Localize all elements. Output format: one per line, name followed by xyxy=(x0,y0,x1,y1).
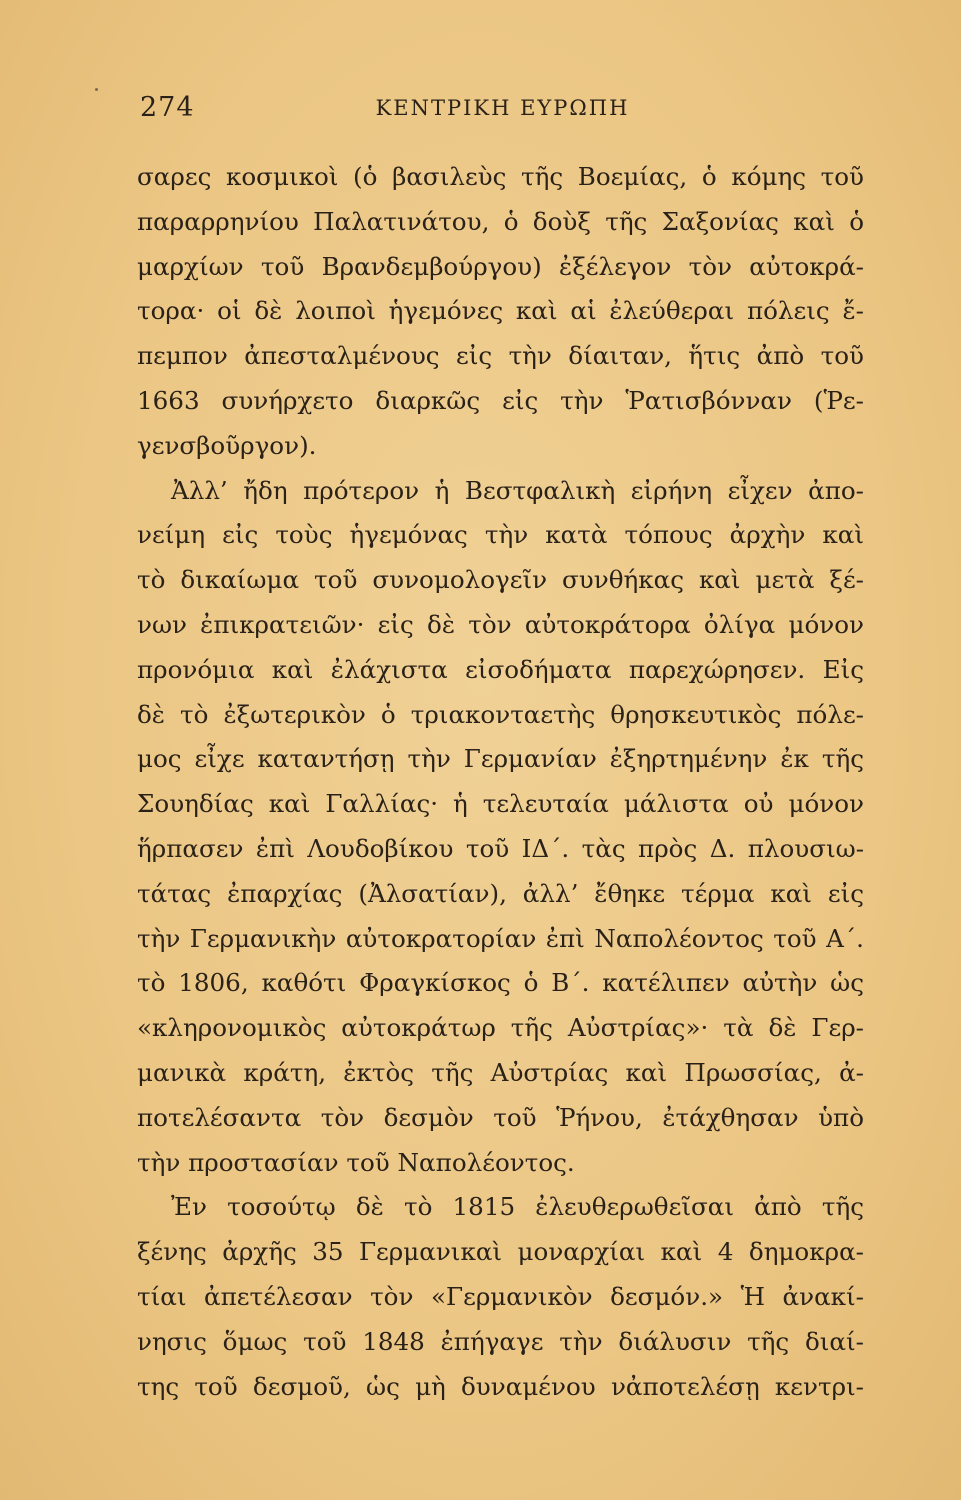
text-line: ποτελέσαντα τὸν δεσμὸν τοῦ Ῥήνου, ἐτάχθησαν ὑπὸ xyxy=(137,1102,864,1132)
text-line: Ἀλλ’ ἤδη πρότερον ἡ Βεστφαλικὴ εἰρήνη εἶχεν ἀπο- xyxy=(171,475,864,505)
text-line: μαρχίων τοῦ Βρανδεμβούργου) ἐξέλεγον τὸν αὐτοκρά- xyxy=(137,251,864,281)
text-line: τὴν Γερμανικὴν αὐτοκρατορίαν ἐπὶ Ναπολέοντος τοῦ Α΄. xyxy=(137,923,864,953)
text-line: «κληρονομικὸς αὐτοκράτωρ τῆς Αὐστρίας»· τὰ δὲ Γερ- xyxy=(137,1013,864,1043)
text-line: τίαι ἀπετέλεσαν τὸν «Γερμανικὸν δεσμόν.» Ἡ ἀνακί- xyxy=(137,1281,864,1311)
body-text xyxy=(137,155,864,1409)
text-line: Ἐν τοσούτῳ δὲ τὸ 1815 ἐλευθερωθεῖσαι ἀπὸ τῆς xyxy=(171,1192,864,1222)
page-number: 274 xyxy=(140,92,195,123)
text-line: τὸ δικαίωμα τοῦ συνομολογεῖν συνθήκας καὶ μετὰ ξέ- xyxy=(137,565,864,595)
text-line: της τοῦ δεσμοῦ, ὡς μὴ δυναμένου νἀποτελέσῃ κεντρι- xyxy=(137,1371,864,1401)
text-line: σαρες κοσμικοὶ (ὁ βασιλεὺς τῆς Βοεμίας, ὁ κόμης τοῦ xyxy=(137,162,864,191)
text-line: δὲ τὸ ἐξωτερικὸν ὁ τριακονταετὴς θρησκευτικὸς πόλε- xyxy=(137,699,864,729)
text-line: τάτας ἐπαρχίας (Ἀλσατίαν), ἀλλ’ ἔθηκε τέρμα καὶ εἰς xyxy=(137,878,864,908)
text-line: πεμπον ἀπεσταλμένους εἰς τὴν δίαιταν, ἥτις ἀπὸ τοῦ xyxy=(137,341,864,371)
page-header xyxy=(140,92,865,132)
text-line: νείμη εἰς τοὺς ἡγεμόνας τὴν κατὰ τόπους ἀρχὴν καὶ xyxy=(137,520,864,550)
text-line: τὸ 1806, καθότι Φραγκίσκος ὁ Β΄. κατέλιπεν αὐτὴν ὡς xyxy=(137,968,864,998)
text-line: μανικὰ κράτη, ἐκτὸς τῆς Αὐστρίας καὶ Πρωσσίας, ἀ- xyxy=(137,1057,864,1087)
running-title: ΚΕΝΤΡΙΚΗ ΕΥΡΩΠΗ xyxy=(375,96,630,120)
text-line: μος εἶχε καταντήσῃ τὴν Γερμανίαν ἐξηρτημένην ἐκ τῆς xyxy=(137,744,864,774)
text-line: τὴν προστασίαν τοῦ Ναπολέοντος. xyxy=(137,1147,575,1177)
page-speck xyxy=(95,88,98,91)
text-line: νων ἐπικρατειῶν· εἰς δὲ τὸν αὐτοκράτορα ὀλίγα μόνον xyxy=(137,609,864,639)
text-line: τορα· οἱ δὲ λοιποὶ ἡγεμόνες καὶ αἱ ἐλεύθεραι πόλεις ἔ- xyxy=(137,296,864,326)
text-line: παραρρηνίου Παλατινάτου, ὁ δοὺξ τῆς Σαξονίας καὶ ὁ xyxy=(137,206,864,236)
text-line: Σουηδίας καὶ Γαλλίας· ἡ τελευταία μάλιστα οὐ μόνον xyxy=(137,789,864,819)
text-line: ξένης ἀρχῆς 35 Γερμανικαὶ μοναρχίαι καὶ 4 δημοκρα- xyxy=(137,1237,864,1267)
text-line: 1663 συνήρχετο διαρκῶς εἰς τὴν Ῥατισβόνναν (Ῥε- xyxy=(137,385,864,415)
text-line: νησις ὅμως τοῦ 1848 ἐπήγαγε τὴν διάλυσιν τῆς διαί- xyxy=(137,1326,864,1356)
text-line: γενσβοῦργον). xyxy=(137,430,317,460)
text-line: προνόμια καὶ ἐλάχιστα εἰσοδήματα παρεχώρησεν. Εἰς xyxy=(137,654,864,684)
text-line: ἥρπασεν ἐπὶ Λουδοβίκου τοῦ ΙΔ΄. τὰς πρὸς Δ. πλουσιω- xyxy=(137,833,864,863)
